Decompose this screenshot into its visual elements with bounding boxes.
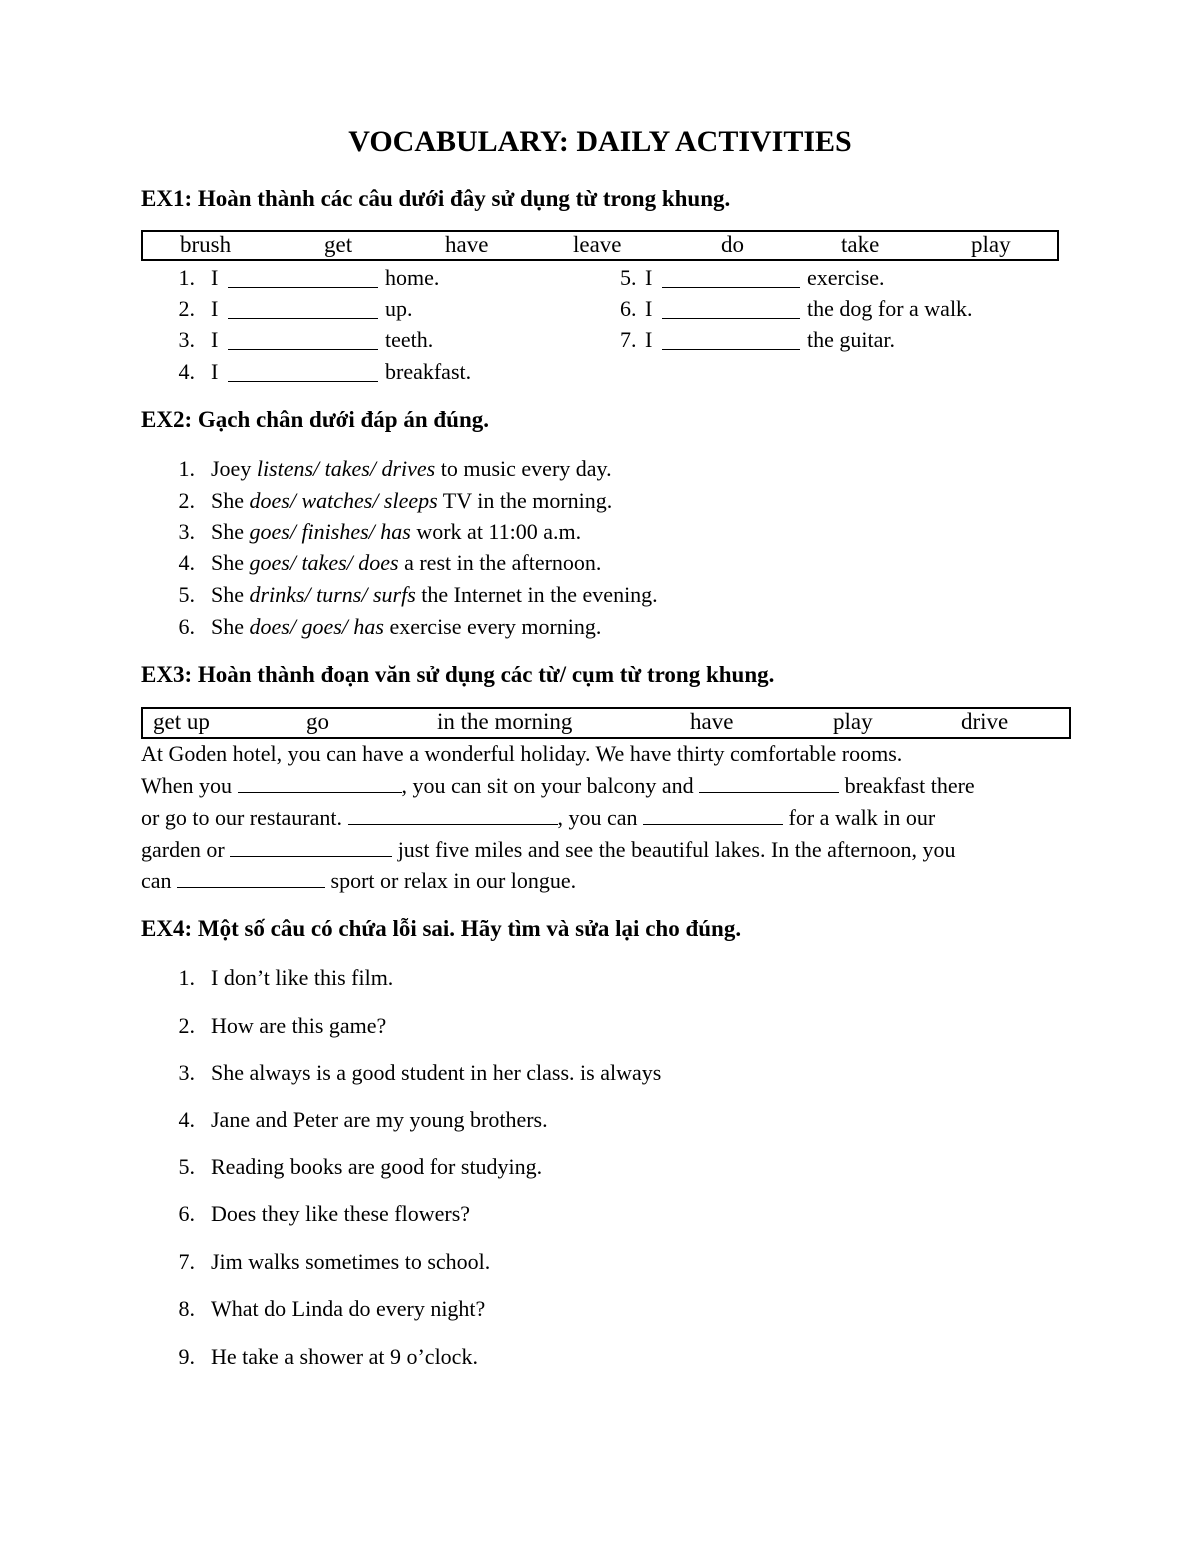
word-box-item: in the morning — [437, 709, 573, 734]
answer-options[interactable]: drinks/ turns/ surfs — [249, 582, 416, 607]
paragraph-line: or go to our restaurant. , you can for a walk in our — [141, 805, 936, 830]
answer-blank[interactable] — [228, 299, 378, 319]
paragraph-line: When you , you can sit on your balcony and breakfast there — [141, 773, 975, 798]
ex1-heading: EX1: Hoàn thành các câu dưới đây sử dụng từ trong khung. — [141, 186, 731, 211]
answer-blank[interactable] — [662, 330, 800, 350]
word-box-item: get — [324, 232, 353, 257]
answer-blank[interactable] — [699, 773, 839, 793]
word-box-item: have — [445, 232, 489, 257]
answer-blank[interactable] — [228, 330, 378, 350]
word-box-item: play — [971, 232, 1011, 257]
word-box-item: get up — [153, 709, 210, 734]
answer-blank[interactable] — [228, 362, 378, 382]
word-box-item: leave — [573, 232, 622, 257]
answer-options[interactable]: does/ watches/ sleeps — [249, 488, 438, 513]
answer-blank[interactable] — [662, 299, 800, 319]
answer-blank[interactable] — [348, 805, 558, 825]
ex1-word-box — [141, 230, 1059, 261]
word-box-item: take — [841, 232, 880, 257]
ex3-word-box — [141, 707, 1071, 739]
paragraph-line: At Goden hotel, you can have a wonderful holiday. We have thirty comfortable rooms. — [141, 741, 903, 766]
answer-blank[interactable] — [177, 868, 325, 888]
ex3-heading: EX3: Hoàn thành đoạn văn sử dụng các từ/ cụm từ trong khung. — [141, 662, 775, 687]
answer-options[interactable]: listens/ takes/ drives — [256, 456, 436, 481]
answer-blank[interactable] — [228, 268, 378, 288]
word-box-item: play — [833, 709, 873, 734]
ex2-heading: EX2: Gạch chân dưới đáp án đúng. — [141, 407, 490, 432]
paragraph-line: can sport or relax in our longue. — [141, 868, 577, 893]
word-box-item: brush — [180, 232, 232, 257]
page-title: VOCABULARY: DAILY ACTIVITIES — [348, 125, 852, 158]
answer-blank[interactable] — [230, 837, 392, 857]
answer-options[interactable]: does/ goes/ has — [249, 614, 384, 639]
answer-blank[interactable] — [643, 805, 783, 825]
ex4-heading: EX4: Một số câu có chứa lỗi sai. Hãy tìm và sửa lại cho đúng. — [141, 916, 742, 941]
word-box-item: drive — [961, 709, 1009, 734]
answer-blank[interactable] — [662, 268, 800, 288]
answer-blank[interactable] — [238, 773, 402, 793]
word-box-item: do — [721, 232, 744, 257]
word-box-item: have — [690, 709, 734, 734]
answer-options[interactable]: goes/ finishes/ has — [249, 519, 411, 544]
word-box-item: go — [306, 709, 329, 734]
answer-options[interactable]: goes/ takes/ does — [249, 550, 399, 575]
paragraph-line: garden or just five miles and see the beautiful lakes. In the afternoon, you — [141, 837, 956, 862]
